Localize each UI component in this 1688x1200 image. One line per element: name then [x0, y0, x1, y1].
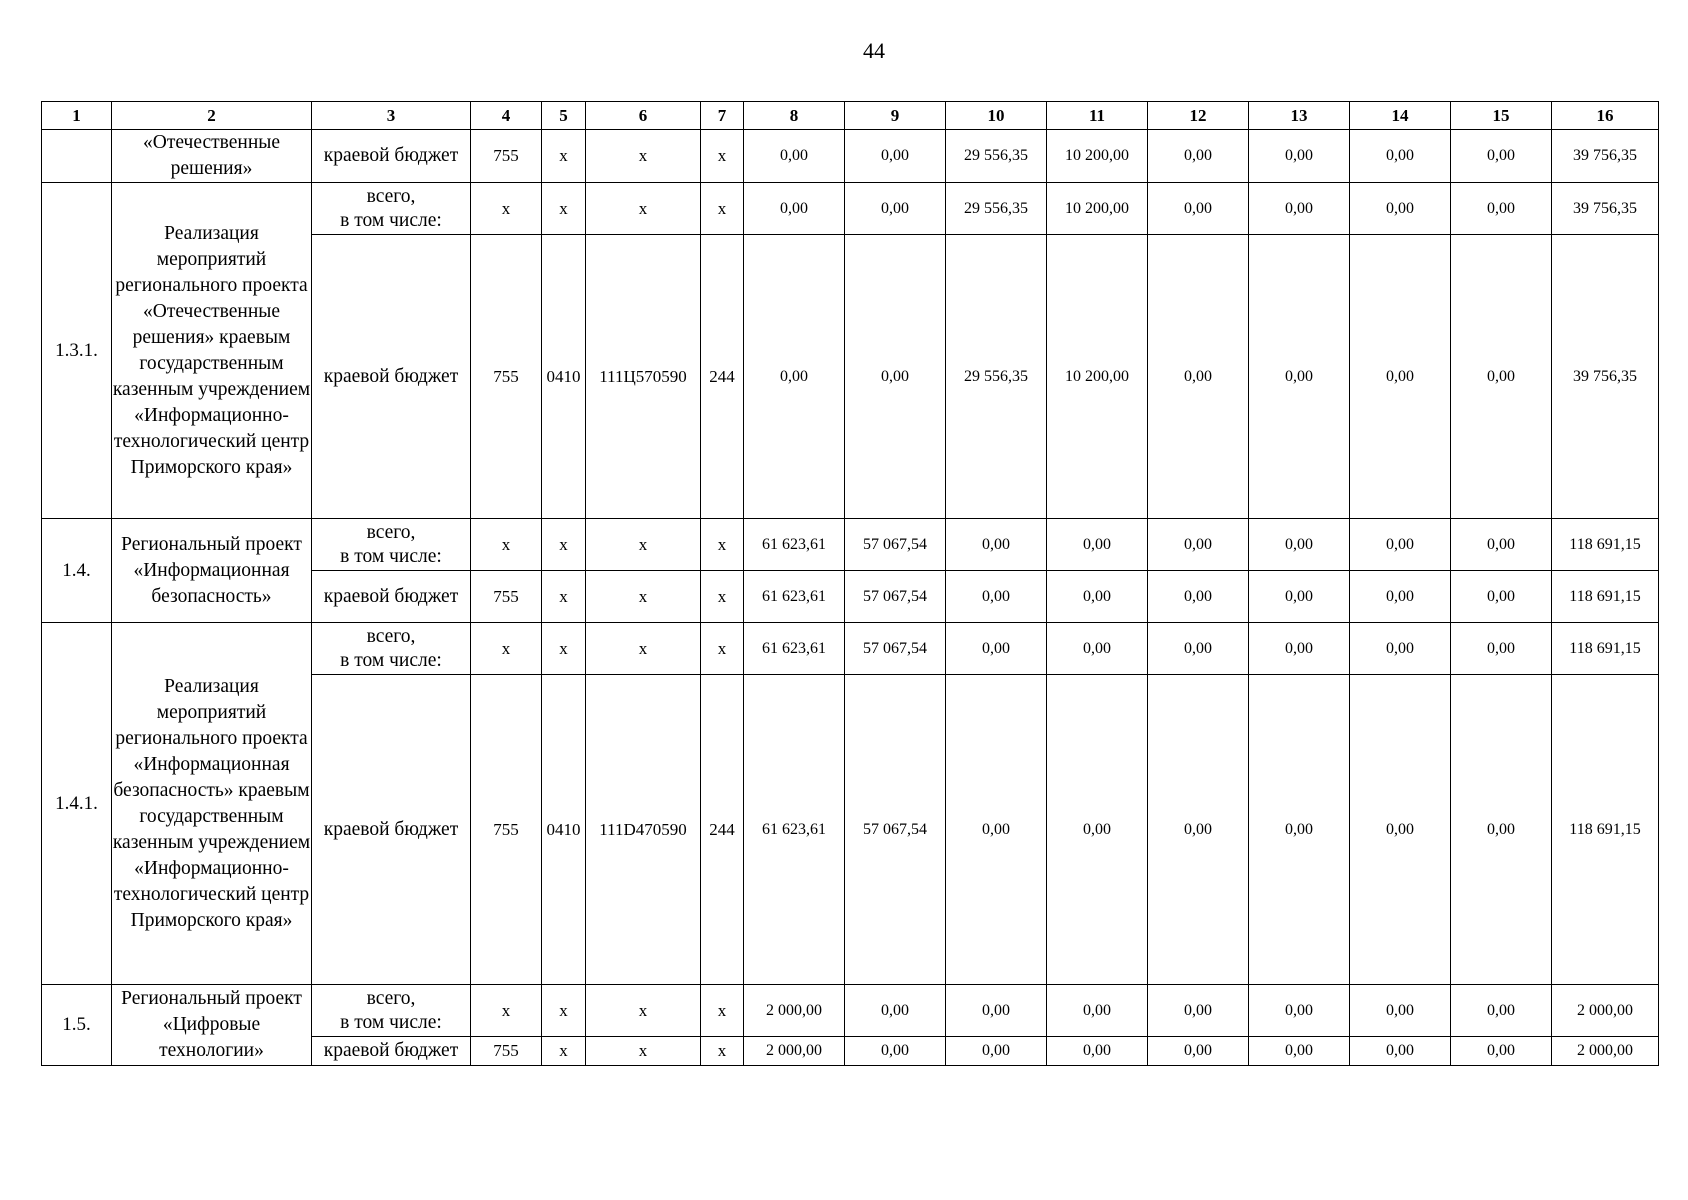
- row-index: 1.5.: [42, 985, 112, 1066]
- value-cell: 0,00: [1451, 985, 1552, 1037]
- value-cell: 61 623,61: [744, 571, 845, 623]
- value-cell: 0,00: [946, 1037, 1047, 1066]
- funding-source: [312, 519, 471, 571]
- code-cell: x: [701, 623, 744, 675]
- header-cell: 14: [1350, 102, 1451, 130]
- value-cell: 61 623,61: [744, 623, 845, 675]
- value-cell: 0,00: [845, 130, 946, 183]
- row-description: Реализация мероприятий регионального проекта «Информационная безопасность» краевым государственным казенным учреждением «Информационно-технологический центр Приморского края»: [112, 623, 312, 985]
- value-cell: 0,00: [1451, 571, 1552, 623]
- header-cell: 9: [845, 102, 946, 130]
- header-cell: 12: [1148, 102, 1249, 130]
- value-cell: 0,00: [1350, 571, 1451, 623]
- funding-source: краевой бюджет: [312, 235, 471, 519]
- code-cell: 111Ц570590: [586, 235, 701, 519]
- value-cell: 0,00: [1047, 985, 1148, 1037]
- value-cell: 0,00: [1350, 130, 1451, 183]
- value-cell: 0,00: [1249, 1037, 1350, 1066]
- value-cell: 0,00: [1249, 130, 1350, 183]
- value-cell: 0,00: [1148, 985, 1249, 1037]
- budget-table: [41, 101, 1659, 1066]
- code-cell: x: [471, 519, 542, 571]
- value-cell: 57 067,54: [845, 571, 946, 623]
- value-cell: 0,00: [1350, 519, 1451, 571]
- funding-source: [312, 183, 471, 235]
- code-cell: x: [542, 183, 586, 235]
- including-label: в том числе:: [340, 1011, 442, 1033]
- value-cell: 0,00: [1350, 235, 1451, 519]
- value-cell: 0,00: [946, 519, 1047, 571]
- row-index: 1.4.: [42, 519, 112, 623]
- code-cell: x: [471, 183, 542, 235]
- code-cell: 244: [701, 675, 744, 985]
- value-cell: 10 200,00: [1047, 183, 1148, 235]
- value-cell: 2 000,00: [744, 1037, 845, 1066]
- value-cell: 0,00: [1148, 130, 1249, 183]
- value-cell: 2 000,00: [1552, 1037, 1659, 1066]
- header-row: [42, 102, 1659, 130]
- value-cell: 0,00: [1350, 623, 1451, 675]
- table-row: [42, 130, 1659, 183]
- code-cell: x: [701, 1037, 744, 1066]
- value-cell: 29 556,35: [946, 130, 1047, 183]
- table-row: [42, 183, 1659, 235]
- table-row: [42, 985, 1659, 1037]
- header-cell: 8: [744, 102, 845, 130]
- row-description: Реализация мероприятий регионального проекта «Отечественные решения» краевым государственным казенным учреждением «Информационно-технологический центр Приморского края»: [112, 183, 312, 519]
- code-cell: 755: [471, 130, 542, 183]
- header-cell: 1: [42, 102, 112, 130]
- funding-source: [312, 985, 471, 1037]
- value-cell: 0,00: [845, 183, 946, 235]
- code-cell: x: [542, 519, 586, 571]
- value-cell: 0,00: [744, 235, 845, 519]
- code-cell: x: [701, 183, 744, 235]
- funding-source: краевой бюджет: [312, 1037, 471, 1066]
- header-cell: 6: [586, 102, 701, 130]
- header-cell: 2: [112, 102, 312, 130]
- value-cell: 10 200,00: [1047, 130, 1148, 183]
- table-row: [42, 623, 1659, 675]
- code-cell: 755: [471, 675, 542, 985]
- code-cell: x: [542, 571, 586, 623]
- value-cell: 0,00: [744, 130, 845, 183]
- value-cell: 2 000,00: [744, 985, 845, 1037]
- funding-source: краевой бюджет: [312, 675, 471, 985]
- value-cell: 0,00: [1047, 623, 1148, 675]
- code-cell: 0410: [542, 235, 586, 519]
- value-cell: 0,00: [1249, 675, 1350, 985]
- value-cell: 0,00: [946, 571, 1047, 623]
- code-cell: x: [586, 1037, 701, 1066]
- value-cell: 0,00: [1148, 235, 1249, 519]
- code-cell: 755: [471, 1037, 542, 1066]
- code-cell: 244: [701, 235, 744, 519]
- value-cell: 2 000,00: [1552, 985, 1659, 1037]
- total-label: всего,: [366, 625, 416, 647]
- value-cell: 0,00: [1350, 183, 1451, 235]
- row-description: Региональный проект «Информационная безопасность»: [112, 519, 312, 623]
- value-cell: 0,00: [1148, 571, 1249, 623]
- row-description: «Отечественные решения»: [112, 130, 312, 183]
- value-cell: 0,00: [946, 985, 1047, 1037]
- value-cell: 0,00: [1047, 519, 1148, 571]
- page-number: 44: [863, 38, 885, 63]
- header-cell: 16: [1552, 102, 1659, 130]
- row-description: Региональный проект «Цифровые технологии»: [112, 985, 312, 1066]
- value-cell: 118 691,15: [1552, 519, 1659, 571]
- value-cell: 0,00: [845, 1037, 946, 1066]
- total-label: всего,: [366, 185, 416, 207]
- value-cell: 61 623,61: [744, 675, 845, 985]
- header-cell: 11: [1047, 102, 1148, 130]
- table-row: [42, 519, 1659, 571]
- value-cell: 57 067,54: [845, 675, 946, 985]
- value-cell: 0,00: [1451, 675, 1552, 985]
- code-cell: 111D470590: [586, 675, 701, 985]
- header-cell: 13: [1249, 102, 1350, 130]
- value-cell: 0,00: [1350, 985, 1451, 1037]
- funding-source: [312, 623, 471, 675]
- value-cell: 39 756,35: [1552, 235, 1659, 519]
- including-label: в том числе:: [340, 209, 442, 231]
- value-cell: 118 691,15: [1552, 675, 1659, 985]
- code-cell: x: [586, 571, 701, 623]
- header-cell: 15: [1451, 102, 1552, 130]
- value-cell: 39 756,35: [1552, 183, 1659, 235]
- value-cell: 0,00: [1350, 1037, 1451, 1066]
- code-cell: x: [586, 623, 701, 675]
- code-cell: x: [586, 985, 701, 1037]
- value-cell: 0,00: [1451, 130, 1552, 183]
- header-cell: 4: [471, 102, 542, 130]
- code-cell: x: [542, 1037, 586, 1066]
- value-cell: 0,00: [1350, 675, 1451, 985]
- code-cell: x: [586, 519, 701, 571]
- value-cell: 0,00: [1148, 1037, 1249, 1066]
- code-cell: x: [701, 571, 744, 623]
- value-cell: 0,00: [1249, 183, 1350, 235]
- code-cell: 755: [471, 571, 542, 623]
- value-cell: 57 067,54: [845, 623, 946, 675]
- code-cell: x: [471, 623, 542, 675]
- value-cell: 61 623,61: [744, 519, 845, 571]
- header-cell: 10: [946, 102, 1047, 130]
- value-cell: 0,00: [1451, 235, 1552, 519]
- code-cell: x: [542, 130, 586, 183]
- code-cell: x: [701, 519, 744, 571]
- funding-source: краевой бюджет: [312, 571, 471, 623]
- value-cell: 0,00: [1451, 183, 1552, 235]
- row-index: 1.4.1.: [42, 623, 112, 985]
- value-cell: 0,00: [845, 985, 946, 1037]
- code-cell: 755: [471, 235, 542, 519]
- value-cell: 0,00: [1148, 623, 1249, 675]
- value-cell: 118 691,15: [1552, 623, 1659, 675]
- row-index: 1.3.1.: [42, 183, 112, 519]
- header-cell: 7: [701, 102, 744, 130]
- funding-source: краевой бюджет: [312, 130, 471, 183]
- value-cell: 29 556,35: [946, 183, 1047, 235]
- value-cell: 0,00: [744, 183, 845, 235]
- value-cell: 0,00: [1249, 985, 1350, 1037]
- code-cell: 0410: [542, 675, 586, 985]
- code-cell: x: [586, 130, 701, 183]
- including-label: в том числе:: [340, 545, 442, 567]
- value-cell: 0,00: [1047, 1037, 1148, 1066]
- total-label: всего,: [366, 521, 416, 543]
- value-cell: 118 691,15: [1552, 571, 1659, 623]
- value-cell: 0,00: [1047, 675, 1148, 985]
- value-cell: 0,00: [1451, 1037, 1552, 1066]
- row-index: [42, 130, 112, 183]
- value-cell: 29 556,35: [946, 235, 1047, 519]
- header-cell: 3: [312, 102, 471, 130]
- value-cell: 0,00: [1249, 623, 1350, 675]
- header-cell: 5: [542, 102, 586, 130]
- value-cell: 0,00: [1249, 235, 1350, 519]
- including-label: в том числе:: [340, 649, 442, 671]
- total-label: всего,: [366, 987, 416, 1009]
- code-cell: x: [701, 985, 744, 1037]
- value-cell: 0,00: [1148, 183, 1249, 235]
- value-cell: 0,00: [946, 623, 1047, 675]
- code-cell: x: [542, 623, 586, 675]
- value-cell: 57 067,54: [845, 519, 946, 571]
- code-cell: x: [701, 130, 744, 183]
- value-cell: 39 756,35: [1552, 130, 1659, 183]
- value-cell: 0,00: [1148, 675, 1249, 985]
- value-cell: 0,00: [1451, 623, 1552, 675]
- code-cell: x: [586, 183, 701, 235]
- value-cell: 0,00: [1047, 571, 1148, 623]
- value-cell: 0,00: [1249, 571, 1350, 623]
- code-cell: x: [471, 985, 542, 1037]
- value-cell: 0,00: [1451, 519, 1552, 571]
- value-cell: 0,00: [946, 675, 1047, 985]
- value-cell: 0,00: [845, 235, 946, 519]
- value-cell: 10 200,00: [1047, 235, 1148, 519]
- code-cell: x: [542, 985, 586, 1037]
- value-cell: 0,00: [1148, 519, 1249, 571]
- value-cell: 0,00: [1249, 519, 1350, 571]
